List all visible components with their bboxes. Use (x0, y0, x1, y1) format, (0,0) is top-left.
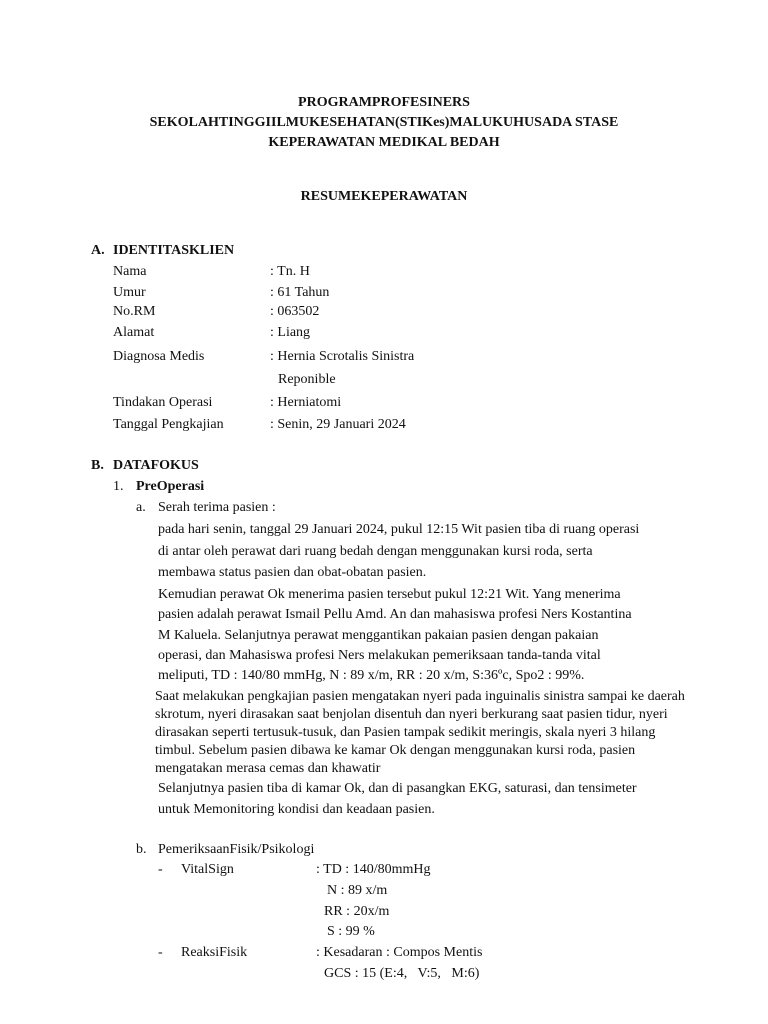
reaksi-fisik-value: GCS : 15 (E:4, V:5, M:6) (324, 966, 480, 981)
header-line-1: PROGRAMPROFESINERS (298, 95, 470, 110)
section-a-heading: IDENTITASKLIEN (113, 243, 235, 258)
document-title: RESUMEKEPERAWATAN (300, 189, 468, 204)
paragraph-line: meliputi, TD : 140/80 mmHg, N : 89 x/m, RR : 20 x/m, S:36ºc, Spo2 : 99%. (158, 668, 585, 683)
vital-sign-value: RR : 20x/m (324, 904, 390, 919)
field-label: Alamat (113, 325, 155, 340)
field-label: Tanggal Pengkajian (113, 417, 224, 432)
section-b-heading: DATAFOKUS (113, 458, 199, 473)
paragraph-line: Saat melakukan pengkajian pasien mengatakan nyeri pada inguinalis sinistra sampai ke daerah (155, 689, 685, 704)
field-label: Nama (113, 264, 147, 279)
paragraph-line: Kemudian perawat Ok menerima pasien tersebut pukul 12:21 Wit. Yang menerima (158, 587, 621, 602)
reaksi-fisik-label: ReaksiFisik (181, 945, 248, 960)
vital-sign-value: N : 89 x/m (327, 883, 388, 898)
field-value-continued: Reponible (278, 372, 336, 387)
subitem-letter: a. (136, 500, 146, 515)
paragraph-line: di antar oleh perawat dari ruang bedah dengan menggunakan kursi roda, serta (158, 544, 593, 559)
field-value: : Herniatomi (270, 395, 342, 410)
paragraph-line: membawa status pasien dan obat-obatan pasien. (158, 565, 427, 580)
paragraph-line: M Kaluela. Selanjutnya perawat menggantikan pakaian pasien dengan pakaian (158, 628, 599, 643)
field-value: : Liang (270, 325, 311, 340)
subitem-letter: b. (136, 842, 147, 857)
reaksi-fisik-value: : Kesadaran : Compos Mentis (316, 945, 483, 960)
vital-sign-label: VitalSign (181, 862, 234, 877)
header-line-2: SEKOLAHTINGGIILMUKESEHATAN(STIKes)MALUKUHUSADA STASE (149, 115, 619, 130)
vital-sign-value: : TD : 140/80mmHg (316, 862, 431, 877)
field-label: Tindakan Operasi (113, 395, 213, 410)
subitem-title: Serah terima pasien : (158, 500, 276, 515)
paragraph-line: Selanjutnya pasien tiba di kamar Ok, dan di pasangkan EKG, saturasi, dan tensimeter (158, 781, 637, 796)
item-title: PreOperasi (136, 479, 205, 494)
field-value: : Tn. H (270, 264, 310, 279)
subitem-title: PemeriksaanFisik/Psikologi (158, 842, 315, 857)
paragraph-line: timbul. Sebelum pasien dibawa ke kamar Ok dengan menggunakan kursi roda, pasien (155, 743, 636, 758)
item-number: 1. (113, 479, 124, 494)
field-value: : 61 Tahun (270, 285, 330, 300)
field-value: : Hernia Scrotalis Sinistra (270, 349, 415, 364)
paragraph-line: dirasakan seperti tertusuk-tusuk, dan Pasien tampak sedikit meringis, skala nyeri 3 hilang (155, 725, 656, 740)
paragraph-line: mengatakan merasa cemas dan khawatir (155, 761, 381, 776)
field-value: : 063502 (270, 304, 320, 319)
field-label: No.RM (113, 304, 156, 319)
list-dash: - (158, 945, 163, 960)
field-label: Umur (113, 285, 146, 300)
paragraph-line: skrotum, nyeri dirasakan saat benjolan disentuh dan nyeri berkurang saat pasien tidur, nyeri (155, 707, 668, 722)
paragraph-line: operasi, dan Mahasiswa profesi Ners melakukan pemeriksaan tanda-tanda vital (158, 648, 601, 663)
section-b-letter: B. (91, 458, 104, 473)
field-value: : Senin, 29 Januari 2024 (270, 417, 406, 432)
vital-sign-value: S : 99 % (327, 924, 375, 939)
field-label: Diagnosa Medis (113, 349, 205, 364)
paragraph-line: untuk Memonitoring kondisi dan keadaan pasien. (158, 802, 435, 817)
header-line-3: KEPERAWATAN MEDIKAL BEDAH (268, 135, 500, 150)
paragraph-line: pasien adalah perawat Ismail Pellu Amd. An dan mahasiswa profesi Ners Kostantina (158, 607, 632, 622)
paragraph-line: pada hari senin, tanggal 29 Januari 2024, pukul 12:15 Wit pasien tiba di ruang operasi (158, 522, 640, 537)
list-dash: - (158, 862, 163, 877)
section-a-letter: A. (91, 243, 105, 258)
